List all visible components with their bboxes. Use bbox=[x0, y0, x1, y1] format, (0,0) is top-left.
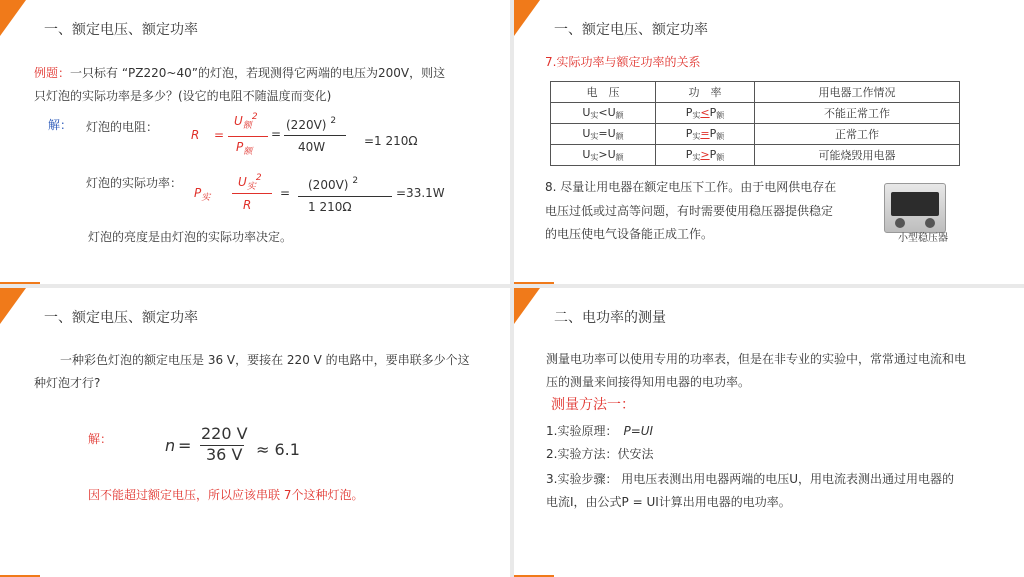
header-voltage: 电 压 bbox=[551, 82, 656, 103]
power-cell: $P_实=P_额$ bbox=[656, 124, 755, 145]
u-rated: $U_额^2$ bbox=[234, 112, 258, 131]
bottom-accent bbox=[514, 282, 554, 284]
subtitle: 7.实际功率与额定功率的关系 bbox=[545, 55, 701, 69]
steps-line-1: 3.实验步骤： 用电压表测出用电器两端的电压U，用电流表测出通过用电器的 bbox=[546, 472, 955, 486]
p-rated: $P_额$ bbox=[236, 140, 253, 157]
conclusion: 因不能超过额定电压，所以应该串联 7个这种灯泡。 bbox=[88, 488, 364, 502]
status-cell: 可能烧毁用电器 bbox=[755, 145, 960, 166]
regulator-panel bbox=[891, 192, 939, 216]
table-row bbox=[551, 103, 960, 124]
voltage-regulator-image bbox=[884, 183, 946, 233]
principle-line: 1.实验原理： P=UI bbox=[546, 424, 654, 438]
image-caption: 小型稳压器 bbox=[898, 233, 948, 244]
status-cell: 正常工作 bbox=[755, 124, 960, 145]
voltage-cell: $U_实=U_额$ bbox=[551, 124, 656, 145]
slide-series-bulbs bbox=[0, 288, 510, 577]
r-symbol-den: R bbox=[243, 198, 252, 212]
slide-title: 一、额定电压、额定功率 bbox=[44, 22, 198, 38]
question-line-2: 种灯泡才行? bbox=[34, 376, 101, 390]
regulator-knob bbox=[895, 218, 905, 228]
power-relation-table bbox=[550, 81, 960, 166]
power-cell: $P_实<P_额$ bbox=[656, 103, 755, 124]
question bbox=[34, 62, 445, 84]
intro-line-1: 测量电功率可以使用专用的功率表，但是在非专业的实验中，常常通过电流和电 bbox=[546, 352, 967, 366]
table-header-row bbox=[551, 82, 960, 103]
regulator-knob bbox=[925, 218, 935, 228]
numerator: 220 V bbox=[201, 424, 248, 443]
header-power: 功 率 bbox=[656, 82, 755, 103]
resistance-label: 灯泡的电阻： bbox=[86, 120, 159, 134]
table-row bbox=[551, 145, 960, 166]
question-line-2: 只灯泡的实际功率是多少？(设它的电阻不随温度而变化) bbox=[34, 89, 332, 103]
slide-title: 一、额定电压、额定功率 bbox=[554, 22, 708, 38]
steps-line-2: 电流I，由公式P = UI计算出用电器的电功率。 bbox=[546, 495, 791, 509]
equals: = bbox=[214, 128, 225, 142]
header-status: 用电器工作情况 bbox=[755, 82, 960, 103]
corner-accent bbox=[0, 288, 26, 324]
equals: = bbox=[178, 436, 192, 455]
question-line-1: 一种彩色灯泡的额定电压是 36 V，要接在 220 V 的电路中，要串联多少个这 bbox=[60, 353, 470, 367]
solution-label: 解： bbox=[88, 432, 113, 446]
p-numerator: (200V) $^2$ bbox=[308, 176, 359, 192]
bottom-accent bbox=[0, 282, 40, 284]
slide-title: 一、额定电压、额定功率 bbox=[44, 310, 198, 326]
example-label: 例题： bbox=[34, 66, 71, 80]
actual-power-label: 灯泡的实际功率： bbox=[86, 176, 183, 190]
equals: = bbox=[280, 186, 291, 200]
para-line-3: 的电压使电气设备能正成工作。 bbox=[545, 227, 714, 241]
intro-line-2: 压的测量来间接得知用电器的电功率。 bbox=[546, 375, 751, 389]
r-numerator: (220V) $^2$ bbox=[286, 116, 337, 132]
u-actual: $U_实^2$ bbox=[238, 173, 262, 192]
table-row bbox=[551, 124, 960, 145]
p-actual: $P_实$ bbox=[194, 186, 211, 203]
solution-label: 解： bbox=[48, 118, 73, 132]
corner-accent bbox=[514, 0, 540, 36]
slide-power-relation bbox=[514, 0, 1024, 284]
method-line: 2.实验方法：伏安法 bbox=[546, 447, 654, 461]
conclusion: 灯泡的亮度是由灯泡的实际功率决定。 bbox=[88, 230, 293, 244]
p-result: =33.1W bbox=[396, 186, 445, 200]
para-line-2: 电压过低或过高等问题，有时需要使用稳压器提供稳定 bbox=[545, 204, 834, 218]
equals: = bbox=[271, 127, 282, 141]
corner-accent bbox=[514, 288, 540, 324]
fraction-bar bbox=[232, 193, 272, 194]
r-denominator: 40W bbox=[298, 140, 326, 154]
slide-rated-power-example bbox=[0, 0, 510, 284]
denominator: 36 V bbox=[206, 445, 243, 464]
p-denominator: 1 210Ω bbox=[308, 200, 352, 214]
slide-power-measurement bbox=[514, 288, 1024, 577]
corner-accent bbox=[0, 0, 26, 36]
r-result: =1 210Ω bbox=[364, 134, 418, 148]
status-cell: 不能正常工作 bbox=[755, 103, 960, 124]
voltage-cell: $U_实<U_额$ bbox=[551, 103, 656, 124]
slide-title: 二、电功率的测量 bbox=[554, 310, 666, 326]
r-symbol: R bbox=[191, 128, 200, 142]
approx-result: ≈ 6.1 bbox=[256, 440, 300, 459]
voltage-cell: $U_实>U_额$ bbox=[551, 145, 656, 166]
n-symbol: n bbox=[165, 436, 176, 455]
power-cell: $P_实>P_额$ bbox=[656, 145, 755, 166]
method-heading: 测量方法一： bbox=[551, 397, 635, 413]
question-line-1: 一只标有 “PZ220~40”的灯泡，若现测得它两端的电压为200V，则这 bbox=[70, 66, 446, 80]
para-line-1: 8. 尽量让用电器在额定电压下工作。由于电网供电存在 bbox=[545, 180, 837, 194]
